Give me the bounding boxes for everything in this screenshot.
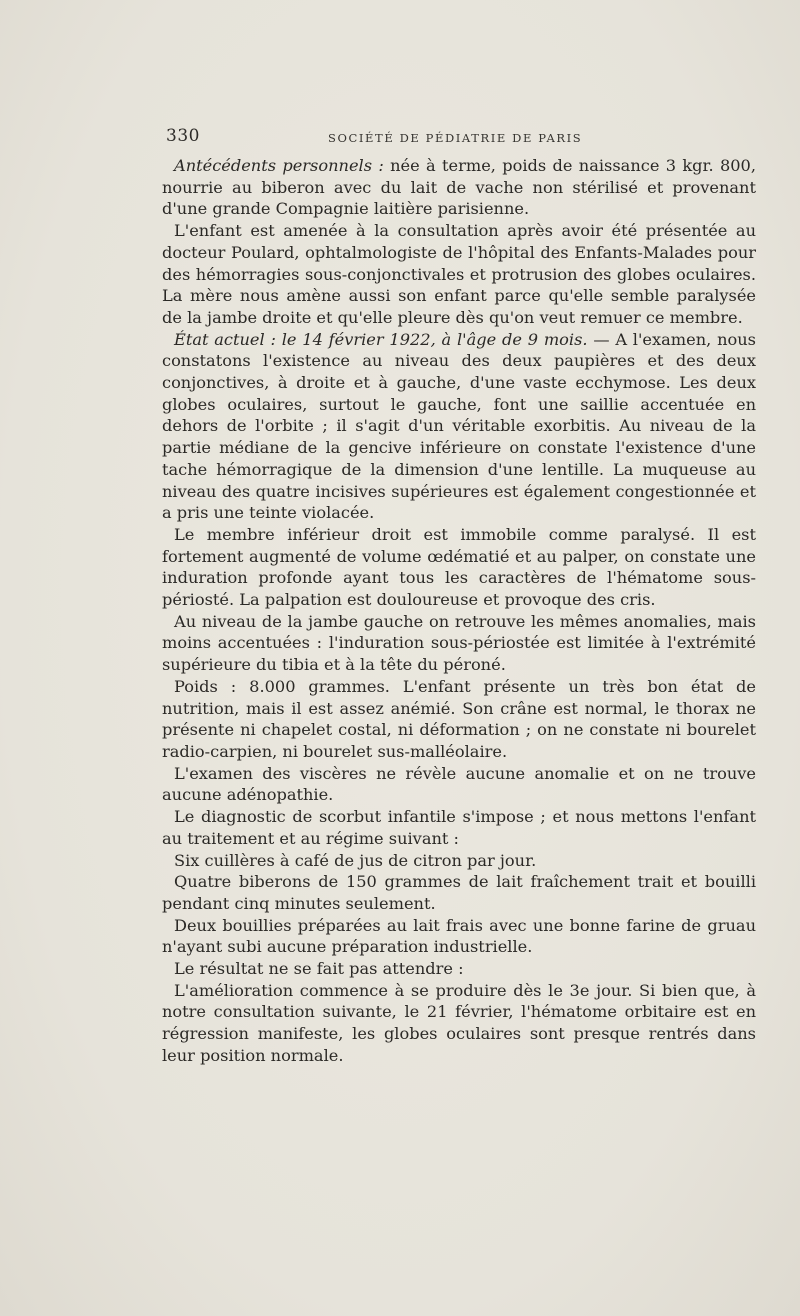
paragraph-text: Au niveau de la jambe gauche on retrouve les mêmes anomalies, mais moins accentuées : l'induration sous-périostée est limitée à l'extrémité supérieure du tibia et à la tête du péroné. — [162, 611, 756, 675]
paragraph-resultat — [162, 958, 756, 980]
paragraph-antecedents — [162, 155, 756, 220]
page-number: 330 — [166, 126, 200, 146]
page-header — [166, 126, 756, 150]
paragraph-lead-italic: Antécédents personnels : — [174, 156, 384, 175]
paragraph-text: Le résultat ne se fait pas attendre : — [174, 959, 464, 979]
paragraph-text: L'examen des viscères ne révèle aucune anomalie et on ne trouve aucune adénopathie. — [162, 763, 756, 805]
paragraph-biberons — [162, 871, 756, 914]
paragraph-membre-droit — [162, 524, 756, 611]
paragraph-etat-actuel — [162, 329, 756, 524]
paragraph-text: Le diagnostic de scorbut infantile s'impose ; et nous mettons l'enfant au traitement et au régime suivant : — [162, 807, 756, 848]
paragraph-text: L'enfant est amenée à la consultation après avoir été présentée au docteur Poulard, ophtalmologiste de l'hôpital des Enfants-Malades pour des hémorragies sous-conjonctivales et protrusion des globes oculaires. La mère nous amène aussi son enfant parce qu'elle semble paralysée de la jambe droite et qu'elle pleure dès qu'on veut remuer ce membre. — [162, 221, 756, 327]
paragraph-bouillies — [162, 915, 756, 958]
paragraph-text: Quatre biberons de 150 grammes de lait fraîchement trait et bouilli pendant cinq minutes seulement. — [162, 872, 756, 913]
body-text — [162, 155, 756, 1067]
paragraph-jambe-gauche — [162, 611, 756, 676]
paragraph-text: — A l'examen, nous constatons l'existence au niveau des deux paupières et des deux conjonctives, à droite et à gauche, d'une vaste ecchymose. Les deux globes oculaires, surtout le gauche, font une saillie accentuée en dehors de l'orbite ; il s'agit d'un véritable exorbitis. Au niveau de la partie médiane de la gencive inférieure on constate l'existence d'une tache hémorragique de la dimension d'une lentille. La muqueuse au niveau des quatre incisives supérieures est également congestionnée et a pris une teinte violacée. — [162, 329, 756, 523]
paragraph-diagnostic — [162, 806, 756, 849]
paragraph-text: Poids : 8.000 grammes. L'enfant présente un très bon état de nutrition, mais il est assez anémié. Son crâne est normal, le thorax ne présente ni chapelet costal, ni déformation ; on ne constate ni bourelet radio-carpien, ni bourelet sus-malléolaire. — [162, 676, 756, 761]
paragraph-visceres — [162, 763, 756, 806]
paragraph-poids — [162, 676, 756, 763]
paragraph-text: Six cuillères à café de jus de citron par jour. — [174, 850, 537, 870]
paragraph-text: Le membre inférieur droit est immobile comme paralysé. Il est fortement augmenté de volume œdématié et au palper, on constate une induration profonde ayant tous les caractères de l'hématome sous-périosté. La palpation est douloureuse et provoque des cris. — [162, 524, 756, 610]
paragraph-text: L'amélioration commence à se produire dès le 3e jour. Si bien que, à notre consultation suivante, le 21 février, l'hématome orbitaire est en régression manifeste, les globes oculaires sont presque rentrés dans leur position normale. — [162, 980, 756, 1065]
paragraph-text: née à terme, poids de naissance 3 kgr. 800, nourrie au biberon avec du lait de vache non stérilisé et provenant d'une grande Compagnie laitière parisienne. — [162, 156, 757, 219]
paragraph-consultation — [162, 220, 756, 329]
paragraph-text: Deux bouillies préparées au lait frais avec une bonne farine de gruau n'ayant subi aucune préparation industrielle. — [162, 915, 756, 957]
paragraph-lead-italic: État actuel : le 14 février 1922, à l'âge de 9 mois. — [174, 329, 588, 349]
running-head: SOCIÉTÉ DE PÉDIATRIE DE PARIS — [328, 131, 583, 145]
paragraph-amelioration — [162, 980, 756, 1067]
paragraph-citron — [162, 850, 756, 872]
